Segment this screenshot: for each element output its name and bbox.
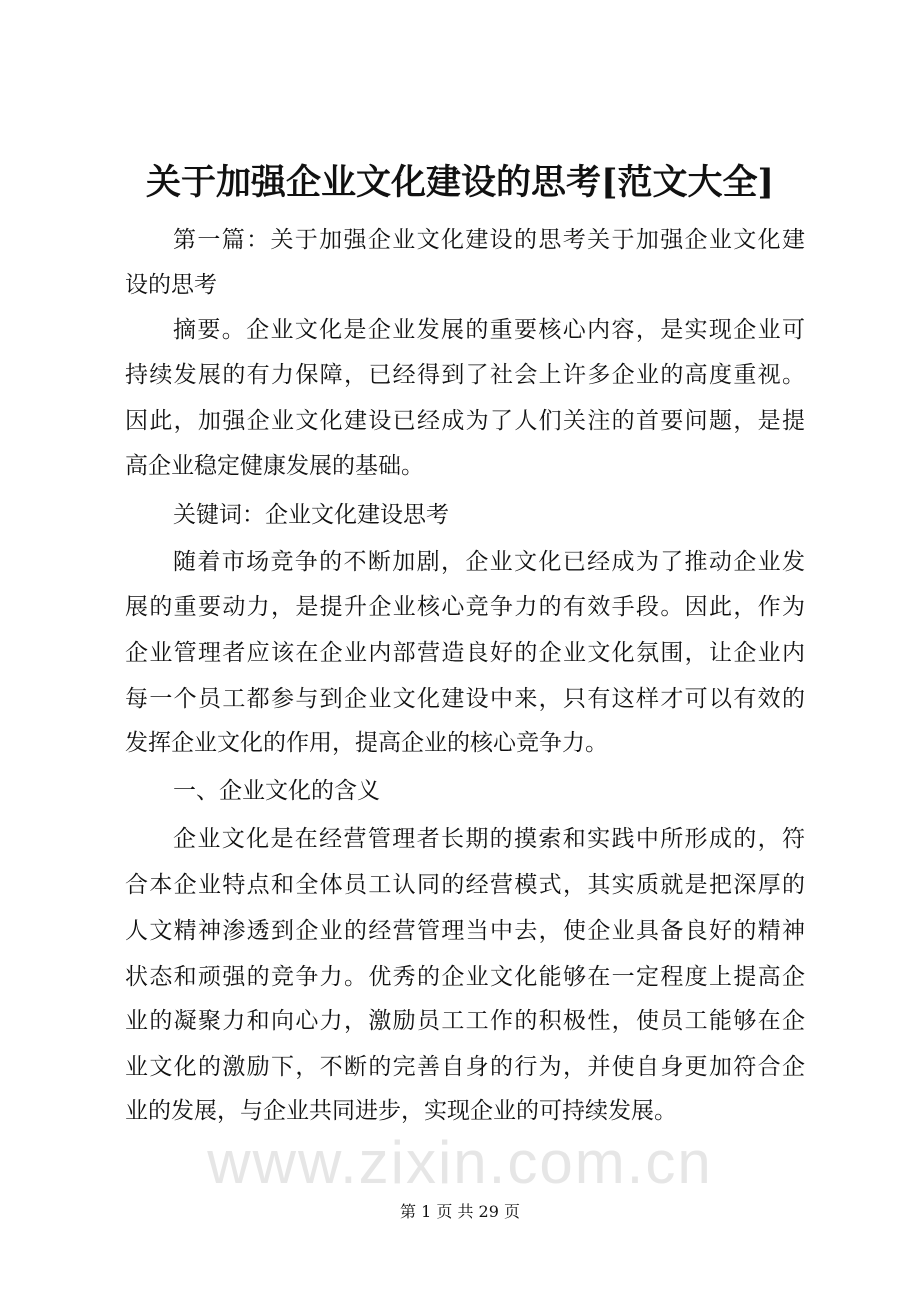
paragraph-line: 合本企业特点和全体员工认同的经营模式，其实质就是把深厚的 <box>125 872 805 898</box>
paragraph-line: 第一篇：关于加强企业文化建设的思考关于加强企业文化建 <box>173 227 805 253</box>
section-heading: 一、企业文化的含义 <box>173 778 380 804</box>
paragraph-line: 业的发展，与企业共同进步，实现企业的可持续发展。 <box>125 1098 677 1124</box>
paragraph-line: 因此，加强企业文化建设已经成为了人们关注的首要问题，是提 <box>125 408 805 434</box>
paragraph-line: 摘要。企业文化是企业发展的重要核心内容，是实现企业可 <box>173 317 805 343</box>
watermark: www.zixin.com.cn <box>207 1129 713 1196</box>
paragraph-line: 人文精神渗透到企业的经营管理当中去，使企业具备良好的精神 <box>125 918 805 944</box>
paragraph-line: 业文化的激励下，不断的完善自身的行为，并使自身更加符合企 <box>125 1054 805 1080</box>
paragraph-line: 随着市场竞争的不断加剧，企业文化已经成为了推动企业发 <box>173 549 805 575</box>
paragraph-line: 业的凝聚力和向心力，激励员工工作的积极性，使员工能够在企 <box>125 1008 805 1034</box>
document-title: 关于加强企业文化建设的思考[范文大全] <box>145 162 775 203</box>
paragraph-line: 持续发展的有力保障，已经得到了社会上许多企业的高度重视。 <box>125 362 805 388</box>
paragraph-line: 展的重要动力，是提升企业核心竞争力的有效手段。因此，作为 <box>125 594 805 620</box>
paragraph-line: 企业管理者应该在企业内部营造良好的企业文化氛围，让企业内 <box>125 640 805 666</box>
paragraph-line: 每一个员工都参与到企业文化建设中来，只有这样才可以有效的 <box>125 686 805 712</box>
paragraph-line: 状态和顽强的竞争力。优秀的企业文化能够在一定程度上提高企 <box>125 964 805 990</box>
keywords-line: 关键词：企业文化建设思考 <box>173 502 449 528</box>
paragraph-line: 发挥企业文化的作用，提高企业的核心竞争力。 <box>125 730 608 756</box>
paragraph-line: 高企业稳定健康发展的基础。 <box>125 453 424 479</box>
paragraph-line: 企业文化是在经营管理者长期的摸索和实践中所形成的，符 <box>173 826 805 852</box>
paragraph-line: 设的思考 <box>125 272 217 298</box>
page-footer: 第 1 页 共 29 页 <box>400 1202 520 1221</box>
